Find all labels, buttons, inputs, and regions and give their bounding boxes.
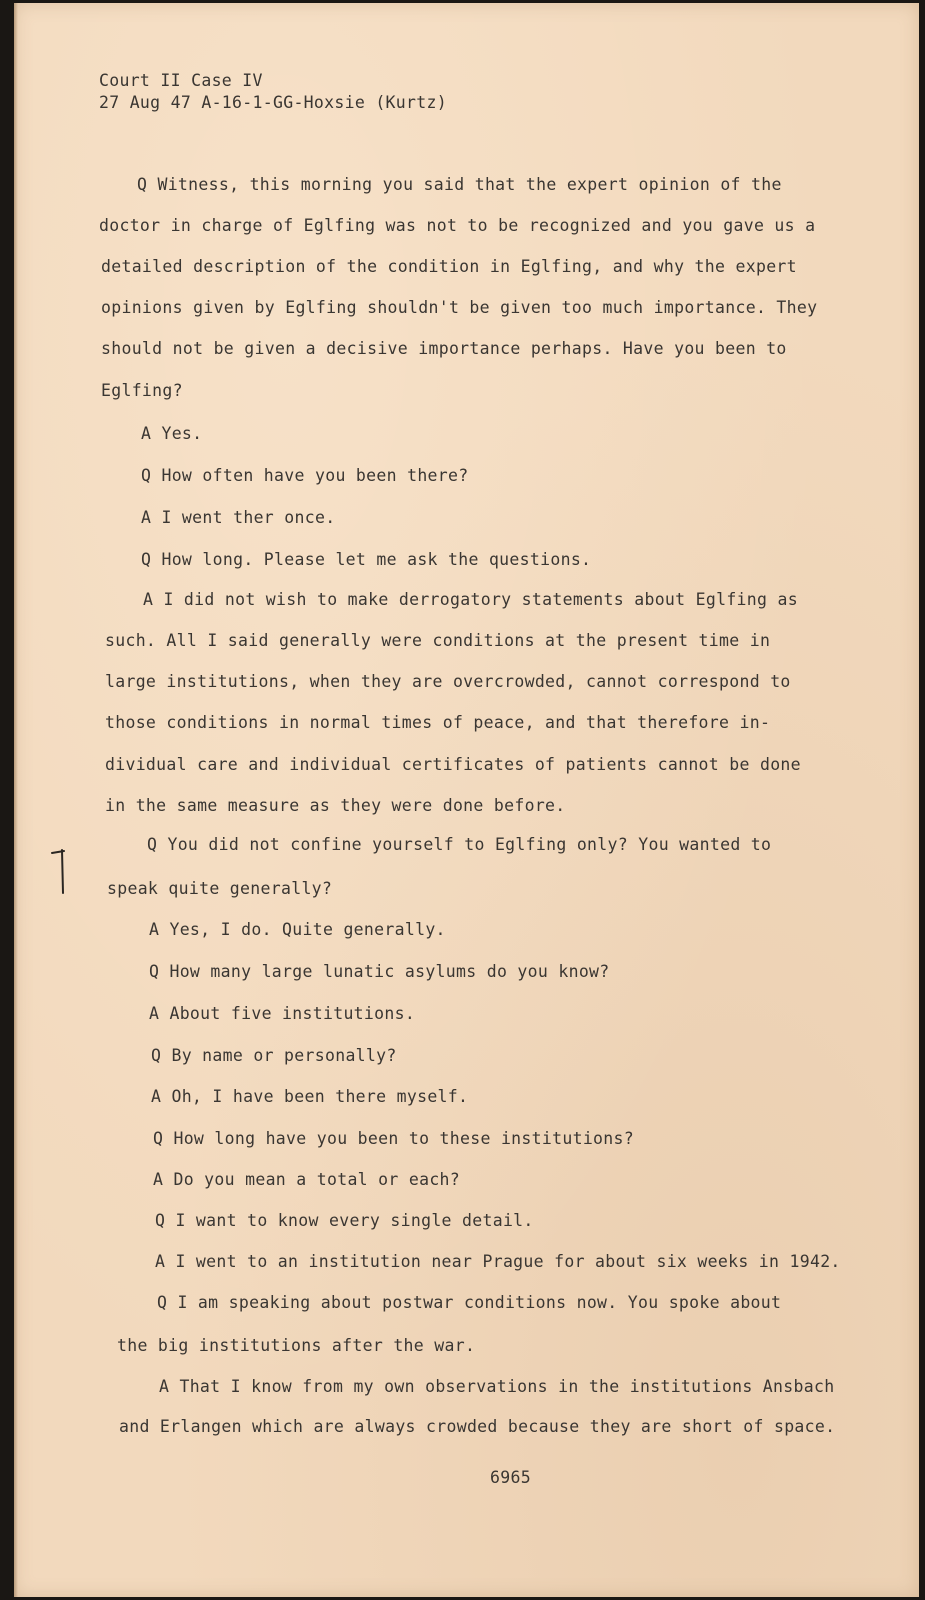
transcript-line: Q How long have you been to these institutions? (153, 1129, 634, 1148)
transcript-line: A Oh, I have been there myself. (151, 1087, 469, 1106)
transcript-line: A Yes. (141, 424, 203, 443)
transcript-line: opinions given by Eglfing shouldn't be given too much importance. They (101, 298, 818, 317)
transcript-line: the big institutions after the war. (117, 1336, 476, 1355)
transcript-line: doctor in charge of Eglfing was not to be recognized and you gave us a (99, 216, 816, 235)
transcript-line: Q How often have you been there? (141, 466, 469, 485)
header-court-case: Court II Case IV (99, 71, 263, 90)
transcript-line: Q How many large lunatic asylums do you know? (149, 962, 610, 981)
transcript-line: Q You did not confine yourself to Eglfing only? You wanted to (147, 835, 772, 854)
transcript-line: large institutions, when they are overcrowded, cannot correspond to (105, 672, 791, 691)
transcript-line: Q I want to know every single detail. (155, 1211, 534, 1230)
transcript-line: A About five institutions. (149, 1004, 416, 1023)
transcript-line: should not be given a decisive importance perhaps. Have you been to (101, 339, 787, 358)
transcript-line: Q I am speaking about postwar conditions now. You spoke about (157, 1293, 782, 1312)
transcript-line: A Do you mean a total or each? (153, 1170, 461, 1189)
transcript-line: A That I know from my own observations in the institutions Ansbach (159, 1377, 835, 1396)
transcript-line: Eglfing? (101, 381, 183, 400)
document-page (14, 3, 919, 1597)
page-edge (14, 3, 18, 1597)
transcript-line: Q How long. Please let me ask the questions. (141, 550, 592, 569)
transcript-line: dividual care and individual certificates of patients cannot be done (105, 755, 801, 774)
transcript-line: A I did not wish to make derrogatory statements about Eglfing as (143, 590, 798, 609)
page-number: 6965 (490, 1468, 531, 1487)
transcript-line: A I went to an institution near Prague for about six weeks in 1942. (155, 1252, 841, 1271)
margin-pen-mark (50, 847, 72, 897)
transcript-line: detailed description of the condition in Eglfing, and why the expert (101, 257, 797, 276)
header-date-reference: 27 Aug 47 A-16-1-GG-Hoxsie (Kurtz) (99, 93, 447, 112)
transcript-line: speak quite generally? (107, 879, 333, 898)
transcript-line: such. All I said generally were conditions at the present time in (105, 631, 771, 650)
transcript-line: in the same measure as they were done before. (105, 796, 566, 815)
transcript-line: those conditions in normal times of peace, and that therefore in- (105, 713, 771, 732)
transcript-line: and Erlangen which are always crowded because they are short of space. (119, 1417, 836, 1436)
transcript-line: A I went ther once. (141, 508, 336, 527)
transcript-line: A Yes, I do. Quite generally. (149, 920, 446, 939)
transcript-line: Q By name or personally? (151, 1046, 397, 1065)
transcript-line: Q Witness, this morning you said that the expert opinion of the (137, 175, 782, 194)
